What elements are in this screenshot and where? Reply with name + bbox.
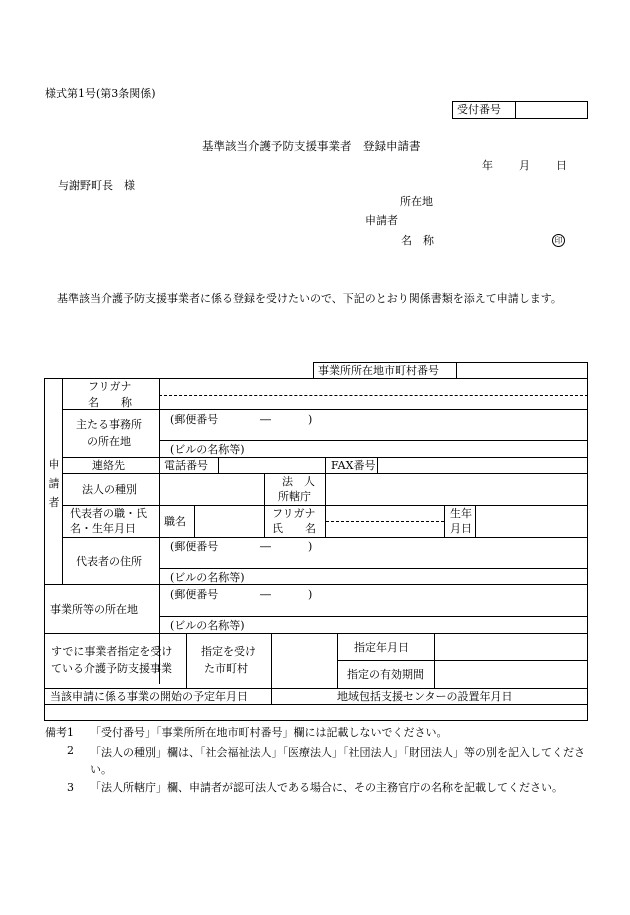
seal-icon: 印: [552, 234, 565, 247]
date-month: 月: [519, 159, 530, 172]
birth-date-label: 生年: [450, 507, 472, 520]
form-number: 様式第1号(第3条関係): [45, 87, 156, 100]
page-title: 基準該当介護予防支援事業者 登録申請書: [202, 139, 421, 153]
center-date-label: 地域包括支援センターの設置年月日: [337, 690, 513, 703]
note-2-text: 「法人の種別」欄は、「社会福祉法人」「医療法人」「社団法人」「財団法人」等の別を記入してください。: [90, 746, 585, 776]
representative-label: 代表者の職・氏: [70, 507, 147, 520]
note-2-number: 2: [67, 744, 74, 757]
office-postal-dash: ―: [260, 588, 271, 601]
rep-building-label: (ビルの名称等): [170, 571, 245, 584]
designated-municipality-label: 指定を受け: [201, 645, 256, 658]
office-postal-close: ): [308, 588, 313, 601]
validity-period-label: 指定の有効期間: [347, 668, 424, 681]
contact-label: 連絡先: [92, 459, 125, 472]
note-3-number: 3: [67, 781, 74, 794]
birth-date-label-2: 月日: [450, 522, 472, 535]
date-year: 年: [482, 159, 493, 172]
main-office-label-2: の所在地: [87, 435, 131, 448]
office-building-label: (ビルの名称等): [170, 619, 245, 632]
building-name-label: (ビルの名称等): [170, 443, 245, 456]
phone-label: 電話番号: [164, 459, 208, 472]
applicant-name-label: 名 称: [401, 234, 434, 247]
full-name-label: 氏 名: [272, 522, 316, 535]
note-1-text: 「受付番号」「事業所所在地市町村番号」欄には記載しないでください。: [90, 726, 448, 739]
office-postal-label: (郵便番号: [170, 588, 219, 601]
rep-postal-dash: ―: [260, 540, 271, 553]
postal-close: ): [308, 413, 313, 426]
start-date-label: 当該申請に係る事業の開始の予定年月日: [50, 690, 248, 703]
note-3-text: 「法人所轄庁」欄、申請者が認可法人である場合に、その主務官庁の名称を記載してください。: [90, 781, 563, 794]
applicant-location-label: 所在地: [400, 195, 433, 208]
existing-designation-label-2: ている介護予防支援事業: [51, 662, 172, 675]
rep-address-label: 代表者の住所: [76, 555, 142, 568]
corp-type-label: 法人の種別: [82, 483, 137, 496]
fax-label: FAX番号: [331, 459, 376, 472]
application-statement: 基準該当介護予防支援事業者に係る登録を受けたいので、下記のとおり関係書類を添えて申請します。: [57, 292, 562, 305]
rep-postal-close: ): [308, 540, 313, 553]
designation-date-label: 指定年月日: [354, 641, 409, 654]
postal-code-label: (郵便番号: [170, 413, 219, 426]
note-1-number: 備考1: [45, 726, 74, 739]
furigana-label: フリガナ: [88, 380, 132, 393]
postal-dash: ―: [260, 413, 271, 426]
corp-authority-label-2: 所轄庁: [278, 490, 311, 503]
designated-municipality-label-2: た市町村: [204, 662, 248, 675]
corp-authority-label: 法 人: [282, 475, 315, 488]
representative-label-2: 名・生年月日: [70, 522, 136, 535]
municipality-code-label: 事業所所在地市町村番号: [318, 364, 439, 377]
rep-postal-label: (郵便番号: [170, 540, 219, 553]
date-day: 日: [556, 159, 567, 172]
existing-designation-label: すでに事業者指定を受け: [51, 645, 173, 658]
applicant-label: 申請者: [365, 214, 398, 227]
office-location-label: 事業所等の所在地: [50, 603, 138, 616]
name-label: 名 称: [88, 396, 132, 409]
position-label: 職名: [164, 515, 186, 528]
applicant-vertical-label: 申 請 者: [48, 458, 60, 509]
main-office-label: 主たる事務所: [76, 418, 142, 431]
receipt-number-label: 受付番号: [457, 103, 501, 116]
addressee: 与謝野町長 様: [58, 179, 135, 192]
furigana-label-2: フリガナ: [272, 507, 316, 520]
